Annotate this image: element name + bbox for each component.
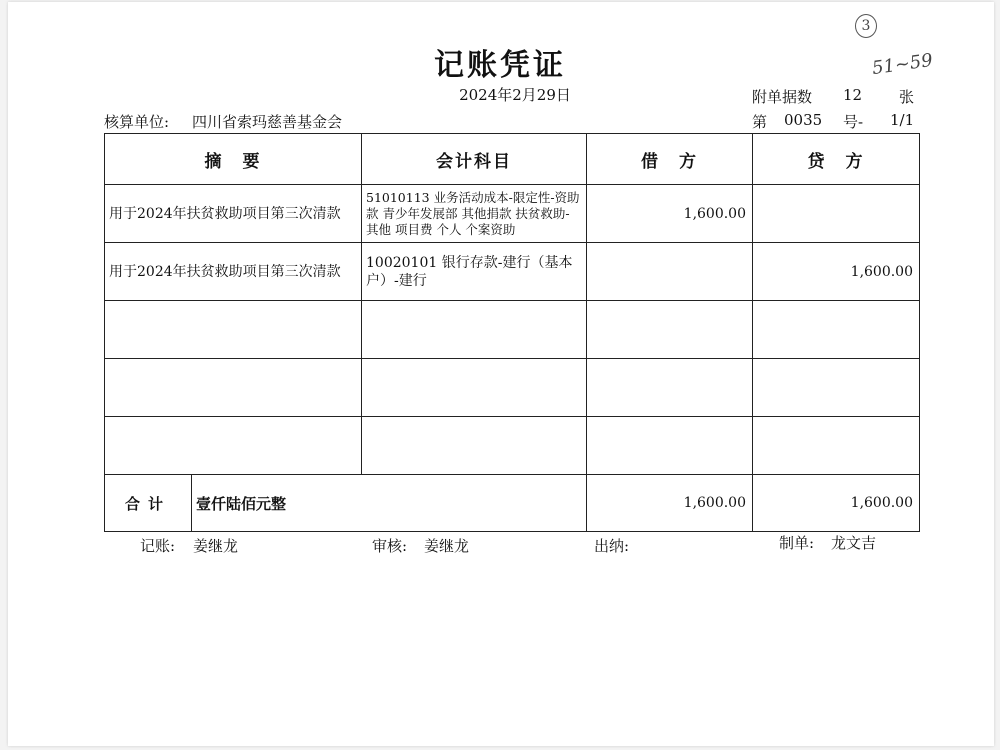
table-row xyxy=(105,301,920,359)
bookkeeper-name: 姜继龙 xyxy=(193,537,239,555)
total-credit: 1,600.00 xyxy=(850,495,913,511)
total-debit: 1,600.00 xyxy=(683,495,746,511)
bookkeeper-label: 记账: xyxy=(140,537,176,555)
total-row xyxy=(105,475,920,532)
column-header-account: 会计科目 xyxy=(362,134,587,185)
voucher-number: 0035 xyxy=(784,111,823,129)
attachments-label: 附单据数 xyxy=(752,88,813,106)
auditor-label: 审核: xyxy=(372,537,408,555)
row-account xyxy=(362,386,586,390)
row-summary: 用于2024年扶贫救助项目第三次清款 xyxy=(109,263,341,280)
voucher-date: 2024年2月29日 xyxy=(459,86,571,104)
row-summary xyxy=(105,386,361,390)
column-header-summary: 摘 要 xyxy=(105,134,362,185)
total-amount-words: 壹仟陆佰元整 xyxy=(196,494,287,513)
row-account: 51010113 业务活动成本-限定性-资助款 青少年发展部 其他捐款 扶贫救助-其他 项目费 个人 个案资助 xyxy=(366,189,580,237)
attachments-count: 12 xyxy=(843,86,863,104)
preparer-name: 龙文吉 xyxy=(831,534,877,552)
column-header-credit: 贷 方 xyxy=(753,134,920,185)
row-account: 10020101 银行存款-建行（基本户）-建行 xyxy=(366,254,573,289)
column-header-debit: 借 方 xyxy=(587,134,753,185)
table-row xyxy=(105,359,920,417)
row-account xyxy=(362,444,586,448)
table-row xyxy=(105,417,920,475)
voucher-title: 记账凭证 xyxy=(434,48,566,83)
row-summary xyxy=(105,444,361,448)
row-credit: 1,600.00 xyxy=(850,263,913,280)
auditor-name: 姜继龙 xyxy=(424,537,470,555)
row-debit: 1,600.00 xyxy=(683,205,746,222)
voucher-page: 1/1 xyxy=(890,111,915,129)
row-summary xyxy=(105,328,361,332)
handwritten-circled-number: 3 xyxy=(855,14,877,38)
unit-label: 核算单位: xyxy=(104,113,170,131)
preparer-label: 制单: xyxy=(779,534,815,552)
unit-name: 四川省索玛慈善基金会 xyxy=(192,113,343,131)
voucher-number-suffix: 号- xyxy=(843,113,864,131)
table-row xyxy=(105,185,920,243)
total-label: 合计 xyxy=(124,494,171,513)
row-account xyxy=(362,328,586,332)
voucher-number-prefix: 第 xyxy=(752,113,768,131)
cashier-label: 出纳: xyxy=(594,537,630,555)
row-summary: 用于2024年扶贫救助项目第三次清款 xyxy=(109,205,341,222)
voucher-table xyxy=(104,133,920,532)
table-row xyxy=(105,243,920,301)
handwritten-range-note: 51~59 xyxy=(870,49,935,80)
attachments-unit: 张 xyxy=(899,88,915,106)
